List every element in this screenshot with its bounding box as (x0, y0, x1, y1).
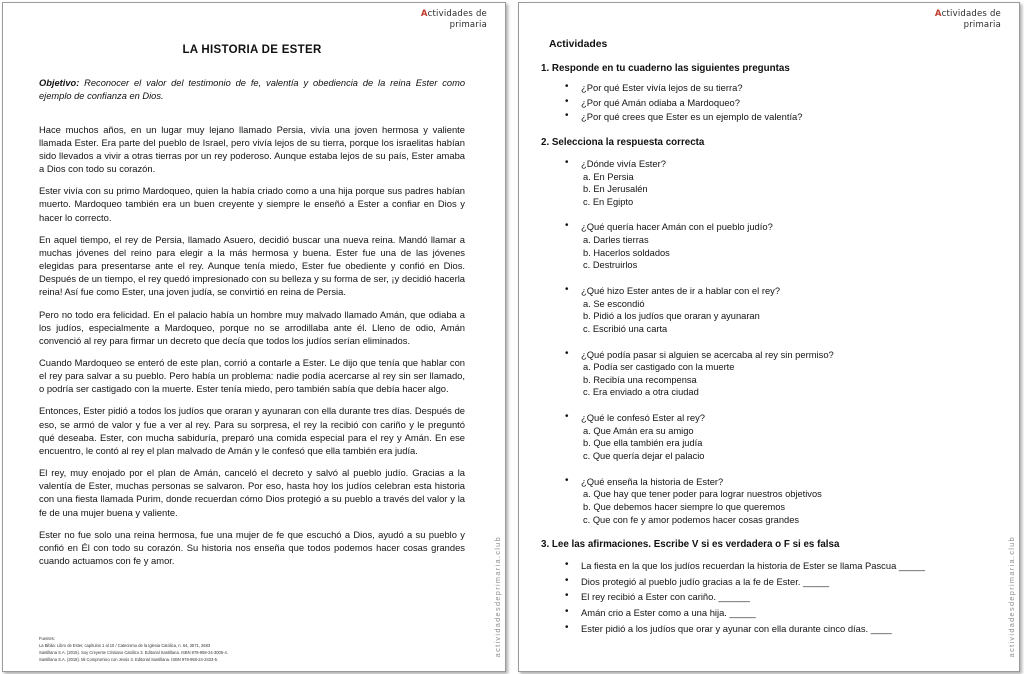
activities-heading: Actividades (549, 39, 608, 50)
brand-line-1 (881, 9, 1001, 20)
sources-line: Santillana S.A. (2015). Soy Creyente Cristiano Católico 3. Editorial Santillana. ISBN 978-958-24-3005-4. (39, 649, 228, 655)
section-2-list (537, 157, 997, 526)
mcq-option[interactable]: a. Que Amán era su amigo (583, 425, 694, 436)
mcq-option[interactable]: b. Pidió a los judíos que oraran y ayunaran (583, 311, 760, 322)
list-item[interactable]: • Ester pidió a los judíos que orar y ayunar con ella durante cinco días. ____ (581, 622, 997, 636)
mcq-option[interactable]: c. Que quería dejar el palacio (583, 450, 705, 461)
page-right (518, 2, 1020, 672)
section-2-title: 2. Selecciona la respuesta correcta (541, 136, 705, 148)
brand-line-2: primaria (449, 19, 487, 30)
mcq-options (581, 361, 997, 399)
mcq-option[interactable]: c. Destruirlos (583, 260, 638, 271)
mcq-option[interactable]: a. Se escondió (583, 298, 645, 309)
mcq-option[interactable]: b. Hacerlos soldados (583, 247, 670, 258)
brand-line-2: primaria (963, 19, 1001, 30)
list-item: • ¿Por qué Ester vivía lejos de su tierra? (581, 81, 997, 95)
brand-accent-letter: A (420, 9, 428, 19)
section-1-list (537, 81, 997, 124)
story-paragraph: Ester vivía con su primo Mardoqueo, quien la había criado como a una hija porque sus padres habían muerto. Mardoqueo también era un buen creyente y siempre le enseñó a Ester a confiar en Dios y hacer lo correcto. (39, 185, 465, 223)
mcq-item (581, 348, 997, 400)
list-item[interactable]: • Amán crio a Ester como a una hija. _____ (581, 606, 997, 620)
page-left-content (3, 3, 505, 671)
mcq-question: • ¿Qué enseña la historia de Ester? (581, 475, 724, 487)
page-left (2, 2, 506, 672)
mcq-option[interactable]: b. Que ella también era judía (583, 438, 703, 449)
brand-line-1-rest: ctividades de (941, 9, 1001, 19)
mcq-question: • ¿Qué le confesó Ester al rey? (581, 412, 706, 424)
sources-line: Santillana S.A. (2018). Mi Compromiso con Jesús 3. Editorial Santillana. ISBN 978-958-24-3433-5. (39, 656, 219, 662)
watermark-left: actividadesdeprimaria.club (493, 535, 502, 657)
list-item[interactable]: • El rey recibió a Ester con cariño. ______ (581, 590, 997, 604)
sources-block (39, 635, 439, 663)
mcq-item (581, 157, 997, 209)
mcq-option[interactable]: b. Recibía una recompensa (583, 374, 697, 385)
page-right-content (519, 3, 1019, 671)
sources-line: La Biblia: Libro de Ester, capítulos 1 al 10 / Catecismo de la Iglesia Católica, n. 64, 3571, 2683 (39, 642, 211, 648)
mcq-option[interactable]: a. En Persia (583, 171, 634, 182)
objective-label: Objetivo: (39, 78, 80, 88)
mcq-option[interactable]: b. En Jerusalén (583, 184, 648, 195)
mcq-options (581, 298, 997, 336)
brand-logo (881, 9, 1001, 30)
watermark-right: actividadesdeprimaria.club (1007, 535, 1016, 657)
brand-logo (367, 9, 487, 30)
story-paragraph: Hace muchos años, en un lugar muy lejano llamado Persia, vivía una joven hermosa y valiente llamada Ester. Era parte del pueblo de Israel, pero vivía lejos de su tierra, porque los israelitas habían sido llevados a vivir a otras tierras por un rey poderoso. Aunque estaba lejos de su país, Ester amaba a Dios con todo su corazón. (39, 123, 465, 175)
objective-block (39, 77, 465, 103)
story-body (39, 123, 465, 568)
list-item[interactable]: • Dios protegió al pueblo judío gracias a la fe de Ester. _____ (581, 575, 997, 589)
mcq-option[interactable]: c. Que con fe y amor podemos hacer cosas grandes (583, 514, 800, 525)
mcq-option[interactable]: b. Que debemos hacer siempre lo que queremos (583, 501, 786, 512)
list-item[interactable]: • La fiesta en la que los judíos recuerdan la historia de Ester se llama Pascua _____ (581, 559, 997, 573)
list-item: • ¿Por qué Amán odiaba a Mardoqueo? (581, 96, 997, 110)
story-paragraph: Ester no fue solo una reina hermosa, fue una mujer de fe que escuchó a Dios, ayudó a su pueblo y confió en Él con todo su corazón. Su historia nos enseña que todos podemos hacer cosas grandes cuando actuamos con fe y amor. (39, 528, 465, 567)
mcq-options (581, 234, 997, 272)
page-title: LA HISTORIA DE ESTER (182, 44, 322, 56)
brand-accent-letter: A (934, 9, 942, 19)
mcq-question: • ¿Qué podía pasar si alguien se acercaba al rey sin permiso? (581, 348, 834, 360)
mcq-options (581, 425, 997, 463)
story-paragraph: Entonces, Ester pidió a todos los judíos que oraran y ayunaran con ella durante tres días. Después de eso, se armó de valor y fue a ver al rey. Para su sorpresa, el rey la recibió con cariño y le preguntó qué deseaba. Ester, con mucha sabiduría, preparó una comida especial para el rey y Amán. En ese encuentro, le contó al rey el plan malvado de Amán y le confesó que ella también era judía. (39, 405, 465, 456)
mcq-question: • ¿Qué hizo Ester antes de ir a hablar con el rey? (581, 284, 781, 296)
mcq-options (581, 488, 997, 526)
story-paragraph: El rey, muy enojado por el plan de Amán, canceló el decreto y salvó al pueblo judío. Gracias a la valentía de Ester, muchas personas se salvaron. Por eso, hasta hoy los judíos celebran esta historia con una fiesta llamada Purim, donde recuerdan cómo Dios protegió a su pueblo a través del valor y la fe de una mujer buena y valiente. (39, 467, 465, 518)
section-1-title: 1. Responde en tu cuaderno las siguientes preguntas (541, 63, 790, 74)
mcq-question: • ¿Qué quería hacer Amán con el pueblo judío? (581, 221, 773, 233)
mcq-item (581, 220, 997, 272)
mcq-option[interactable]: c. En Egipto (583, 196, 634, 207)
story-paragraph: En aquel tiempo, el rey de Persia, llamado Asuero, decidió buscar una nueva reina. Mandó llamar a muchas jóvenes del reino para elegir a la más hermosa y buena. Ester fue una de las jóvenes elegidas para presentarse ante el rey. Aunque tenía miedo, Ester fue obediente y confió en Dios. Después de un tiempo, el rey quedó impresionado con su belleza y su forma de ser, ¡y decidió hacerla reina! Así fue como Ester, una joven judía, se convirtió en reina de Persia. (39, 233, 465, 298)
mcq-item (581, 284, 997, 336)
mcq-option[interactable]: c. Escribió una carta (583, 323, 668, 334)
mcq-item (581, 475, 997, 527)
mcq-question: • ¿Dónde vivía Ester? (581, 157, 666, 169)
mcq-option[interactable]: a. Que hay que tener poder para lograr nuestros objetivos (583, 489, 822, 500)
mcq-option[interactable]: a. Podía ser castigado con la muerte (583, 362, 735, 373)
list-item: • ¿Por qué crees que Ester es un ejemplo de valentía? (581, 110, 997, 124)
story-paragraph: Pero no todo era felicidad. En el palacio había un hombre muy malvado llamado Amán, que odiaba a los judíos, especialmente a Mardoqueo, porque no se arrodillaba ante él. Lleno de odio, Amán convenció al rey para firmar un decreto que decía que todos los judíos serían eliminados. (39, 308, 465, 346)
mcq-option[interactable]: c. Era enviado a otra ciudad (583, 387, 699, 398)
objective-text: Reconocer el valor del testimonio de fe, valentía y obediencia de la reina Ester como ejemplo de confianza en Dios. (39, 78, 465, 101)
sources-line: Fuentes: (39, 635, 55, 641)
story-paragraph: Cuando Mardoqueo se enteró de este plan, corrió a contarle a Ester. Le dijo que tenía que hablar con el rey para salvar a su pueblo. Pero había un problema: nadie podía acercarse al rey sin ser llamado, o podría ser castigado con la muerte. Ester tenía miedo, pero también sabía que debía hacer algo. (39, 357, 465, 395)
mcq-item (581, 411, 997, 463)
section-3-list (537, 559, 997, 635)
mcq-options (581, 171, 997, 209)
mcq-option[interactable]: a. Darles tierras (583, 235, 649, 246)
brand-line-1 (367, 9, 487, 20)
section-3-title: 3. Lee las afirmaciones. Escribe V si es verdadera o F si es falsa (541, 539, 840, 551)
brand-line-1-rest: ctividades de (427, 9, 487, 19)
